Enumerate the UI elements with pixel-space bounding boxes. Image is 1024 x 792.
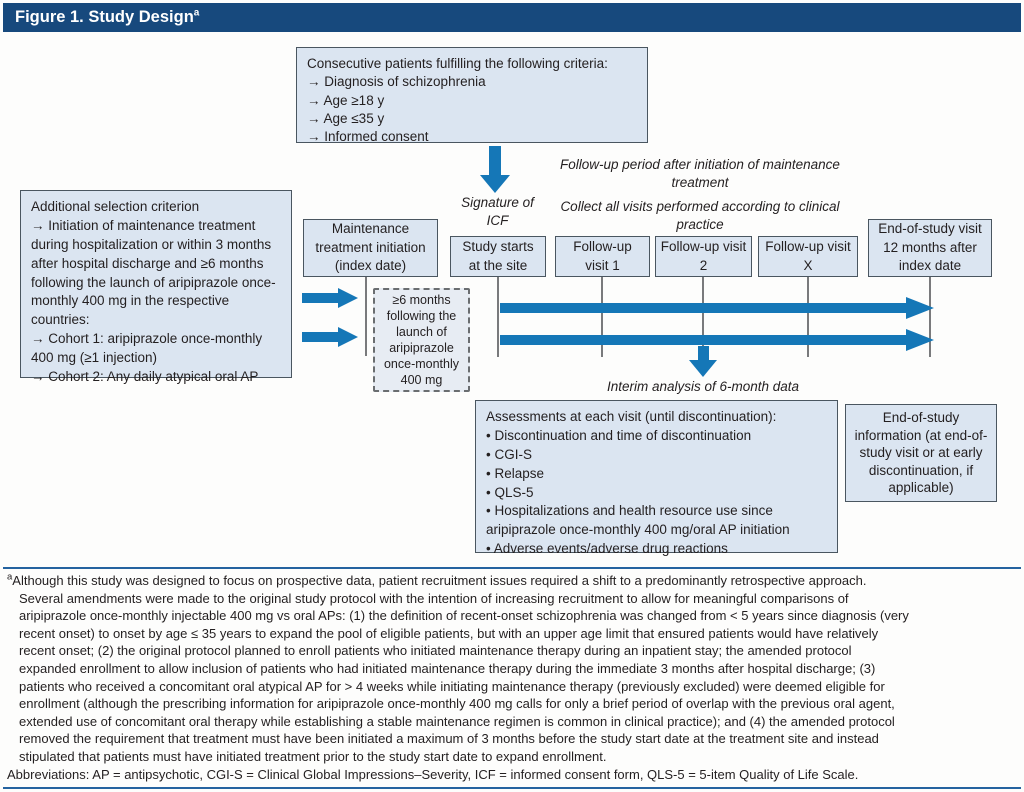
footnote-divider <box>3 567 1021 569</box>
assessment-item: • CGI-S <box>486 446 532 462</box>
additional-criterion-box <box>20 190 292 385</box>
footnote-line: expanded enrollment to allow inclusion of patients who had initiated maintenance therapy during the immediate 3 months after hospital discharge; (3) <box>19 660 876 676</box>
end-of-study-visit-label: End-of-study visit 12 months after index date <box>878 221 982 274</box>
six-months-launch-label: ≥6 months following the launch of aripiprazole once-monthly 400 mg <box>383 293 460 387</box>
additional-criterion-heading: Additional selection criterion <box>31 199 200 214</box>
maintenance-initiation-label: Maintenance treatment initiation (index date) <box>315 221 426 274</box>
timeline-arrow-lower-icon <box>500 329 934 351</box>
abbreviations-line: Abbreviations: AP = antipsychotic, CGI-S = Clinical Global Impressions–Severity, ICF = informed consent form, QLS-5 = 5-item Quality of Life Scale. <box>7 766 859 782</box>
assessment-item: • Relapse <box>486 465 545 481</box>
study-start-box <box>450 236 546 277</box>
footnote-line: removed the requirement that treatment must have been initiated a maximum of 3 months before the study start date at the treatment site and instead <box>19 731 879 747</box>
assessments-box <box>475 400 838 557</box>
criteria-item: → Age ≥18 y <box>307 92 385 108</box>
assessment-item: • QLS-5 <box>486 484 534 500</box>
followup-visit-1-label: Follow-up visit 1 <box>573 239 632 273</box>
right-arrow-cohort2-icon <box>302 327 358 347</box>
footnote-line: extended use of concomitant oral therapy while establishing a stable maintenance regimen is common in clinical practice); and (4) the amended protocol <box>19 713 895 729</box>
figure-title-bar <box>3 3 1021 32</box>
footnote-line: aripiprazole once-monthly injectable 400 mg vs oral APs: (1) the definition of recent-onset schizophrenia was changed from < 5 years since diagnosis (very <box>19 608 909 624</box>
down-arrow-icf-icon <box>480 146 510 193</box>
footnote-line: recent onset; (2) the original protocol planned to enroll patients who initiated maintenance therapy during an inpatient stay; the amended protocol <box>19 643 852 659</box>
criteria-box <box>296 47 648 143</box>
right-arrow-cohort1-icon <box>302 288 358 308</box>
additional-criterion-item: → Initiation of maintenance treatment during hospitalization or within 3 months after hospital discharge and ≥6 months following the launch of aripiprazole once-monthly 400 mg in the respective countries: <box>31 217 276 328</box>
six-months-launch-box <box>373 288 470 392</box>
footnote-line: enrollment (although the prescribing information for aripiprazole once-monthly 400 mg calls for only a brief period of overlap with the previous oral agent, <box>19 696 895 712</box>
additional-criterion-item: → Cohort 2: Any daily atypical oral AP <box>31 369 259 385</box>
followup-visit-1-box <box>555 236 650 277</box>
figure-title-superscript: a <box>193 7 200 19</box>
additional-criterion-item: → Cohort 1: aripiprazole once-monthly 400 mg (≥1 injection) <box>31 331 263 366</box>
assessment-item: • Adverse events/adverse drug reactions <box>486 541 728 557</box>
assessments-heading: Assessments at each visit (until discontinuation): <box>486 409 777 424</box>
assessment-item: • Hospitalizations and health resource use since aripiprazole once-monthly 400 mg/oral AP initiation <box>486 503 790 538</box>
criteria-item: → Diagnosis of schizophrenia <box>307 74 486 90</box>
bottom-border <box>3 787 1021 789</box>
end-of-study-info-box <box>845 404 997 502</box>
followup-visit-2-label: Follow-up visit 2 <box>660 239 747 273</box>
study-start-label: Study starts at the site <box>462 239 534 273</box>
footnote-line: Several amendments were made to the original study protocol with the intention of increasing recruitment to allow for meaningful comparisons of <box>19 590 849 606</box>
end-of-study-visit-box <box>868 219 992 277</box>
assessment-item: • Discontinuation and time of discontinuation <box>486 427 752 443</box>
collect-visits-label: Collect all visits performed according to clinical practice <box>560 199 840 232</box>
criteria-item: → Age ≤35 y <box>307 111 385 127</box>
criteria-item: → Informed consent <box>307 129 429 145</box>
footnote-line: $^a$Although this study was designed to focus on prospective data, patient recruitment issues required a shift to a predominantly retrospective approach. <box>7 571 867 588</box>
criteria-heading: Consecutive patients fulfilling the following criteria: <box>307 56 608 71</box>
followup-visit-x-label: Follow-up visit X <box>765 239 851 273</box>
followup-visit-2-box <box>655 236 752 277</box>
followup-visit-x-box <box>758 236 858 277</box>
followup-period-label: Follow-up period after initiation of maintenance treatment <box>560 157 840 190</box>
signature-icf-label: Signature of ICF <box>461 195 534 228</box>
interim-analysis-label: Interim analysis of 6-month data <box>606 379 800 394</box>
down-arrow-interim-icon <box>689 346 717 377</box>
footnote-marker: a <box>7 571 13 583</box>
footnote-line: stipulated that patients must have initiated treatment prior to the study start date to expand enrollment. <box>19 748 607 764</box>
maintenance-initiation-box <box>303 219 438 277</box>
footnote-line: recent onset) to onset by age ≤ 35 years to expand the pool of eligible patients, but with an upper age limit that ensured patients would have relatively <box>19 625 879 641</box>
timeline-arrow-upper-icon <box>500 297 934 319</box>
end-of-study-info-label: End-of-study information (at end-of-study visit or at early discontinuation, if applicable) <box>854 410 988 496</box>
footnote <box>7 572 1019 783</box>
figure-title: Figure 1. Study Design <box>15 8 194 26</box>
footnote-line: patients who received a concomitant oral atypical AP for > 4 weeks while initiating maintenance therapy (previously excluded) were deemed eligible for <box>19 678 885 694</box>
